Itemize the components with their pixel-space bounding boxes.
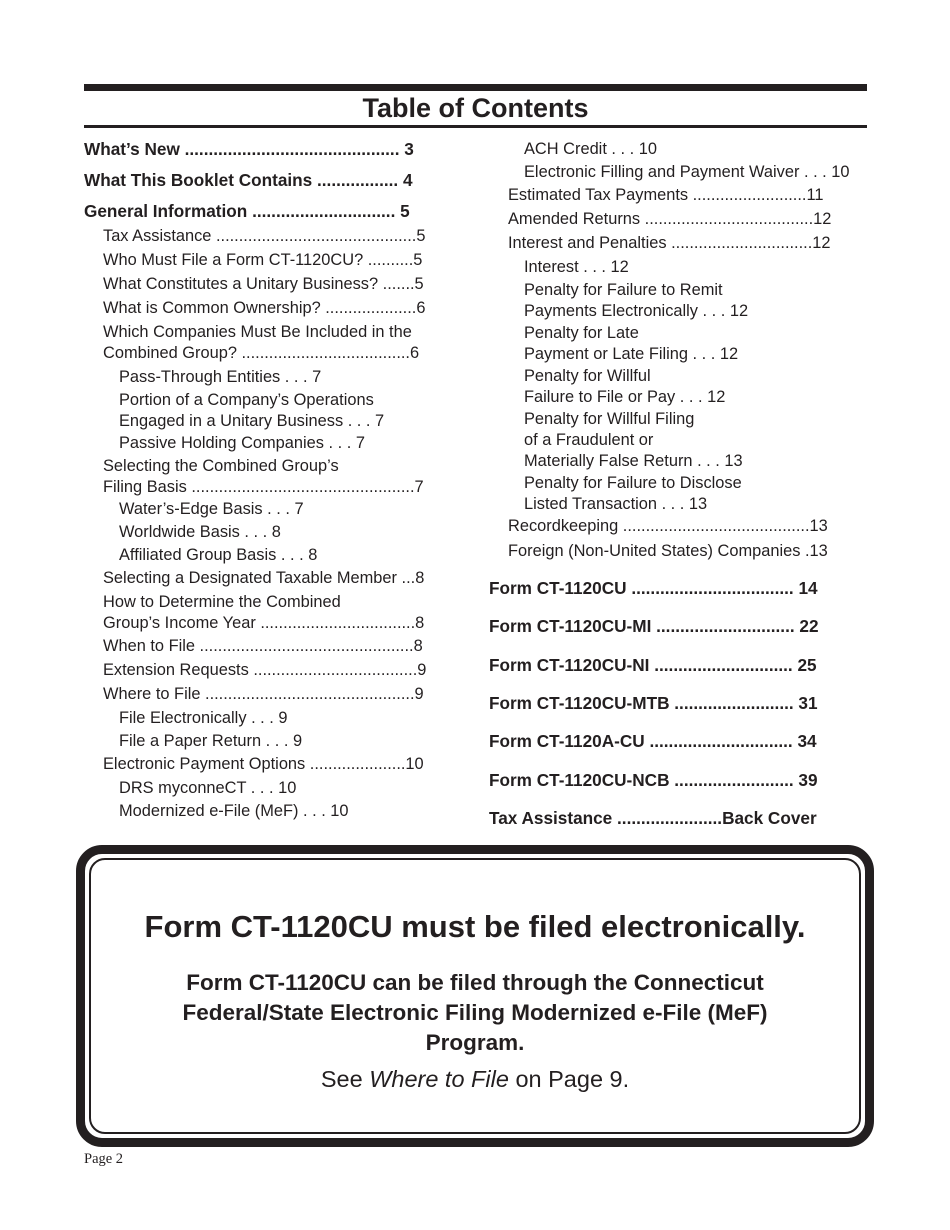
notice-headline: Form CT-1120CU must be filed electronically. xyxy=(144,909,806,944)
toc-entry-mef[interactable]: Modernized e-File (MeF) . . . 10 xyxy=(119,802,349,820)
toc-entry-penalty-disclose[interactable] xyxy=(524,473,742,515)
toc-entry-extension-requests[interactable]: Extension Requests ....................................9 xyxy=(103,661,427,679)
toc-entry-line: Penalty for Willful Filing xyxy=(524,410,695,428)
toc-entry-payment-waiver[interactable]: Electronic Filling and Payment Waiver . . . 10 xyxy=(524,163,850,181)
toc-entry-form-ct-1120cu-mi[interactable]: Form CT-1120CU-MI ............................. 22 xyxy=(489,616,819,636)
toc-entry-portion-operations[interactable] xyxy=(119,390,384,432)
toc-entry-line: Filing Basis .................................................7 xyxy=(103,478,424,496)
toc-entry-line: Payment or Late Filing . . . 12 xyxy=(524,345,739,363)
toc-entry-tax-assistance-back-cover[interactable]: Tax Assistance ......................Back Cover xyxy=(489,808,817,828)
toc-entry-ach-credit[interactable]: ACH Credit . . . 10 xyxy=(524,140,657,158)
toc-entry-line: Group’s Income Year ..................................8 xyxy=(103,614,425,632)
toc-entry-line: Penalty for Late xyxy=(524,324,639,342)
toc-entry-where-to-file[interactable]: Where to File ..............................................9 xyxy=(103,685,424,703)
toc-entry-penalty-late[interactable] xyxy=(524,323,738,365)
toc-entry-line: Listed Transaction . . . 13 xyxy=(524,495,708,513)
toc-entry-penalty-fraudulent[interactable] xyxy=(524,409,743,472)
toc-entry-designated-member[interactable]: Selecting a Designated Taxable Member ...8 xyxy=(103,569,425,587)
toc-entry-amended-returns[interactable]: Amended Returns .....................................12 xyxy=(508,210,832,228)
toc-entry-form-ct-1120cu-ni[interactable]: Form CT-1120CU-NI ............................. 25 xyxy=(489,655,817,675)
toc-entry-line: Combined Group? .....................................6 xyxy=(103,344,420,362)
toc-entry-line: Which Companies Must Be Included in the xyxy=(103,323,412,341)
toc-entry-form-ct-1120a-cu[interactable]: Form CT-1120A-CU .............................. 34 xyxy=(489,731,817,751)
toc-entry-payment-options[interactable]: Electronic Payment Options .....................10 xyxy=(103,755,424,773)
toc-entry-pass-through-entities[interactable]: Pass-Through Entities . . . 7 xyxy=(119,368,322,386)
toc-entry-common-ownership[interactable]: What is Common Ownership? ....................6 xyxy=(103,299,426,317)
notice-box-inner-border xyxy=(89,858,861,1134)
toc-entry-who-must-file[interactable]: Who Must File a Form CT-1120CU? ..........5 xyxy=(103,251,423,269)
toc-entry-line: Penalty for Failure to Remit xyxy=(524,281,723,299)
toc-entry-foreign-companies[interactable]: Foreign (Non-United States) Companies .13 xyxy=(508,542,828,560)
toc-entry-line: Penalty for Willful xyxy=(524,367,651,385)
toc-entry-line: Failure to File or Pay . . . 12 xyxy=(524,388,726,406)
toc-entry-line: Materially False Return . . . 13 xyxy=(524,452,743,470)
notice-see-suffix: on Page 9. xyxy=(508,1066,630,1092)
toc-entry-form-ct-1120cu[interactable]: Form CT-1120CU .................................. 14 xyxy=(489,578,818,598)
toc-entry-line: Engaged in a Unitary Business . . . 7 xyxy=(119,412,385,430)
toc-entry-filing-basis[interactable] xyxy=(103,456,424,498)
notice-see-reference xyxy=(91,1064,859,1094)
toc-entry-whats-new[interactable]: What’s New ............................................. 3 xyxy=(84,139,414,159)
top-rule xyxy=(84,84,867,91)
toc-entry-penalty-willful[interactable] xyxy=(524,366,725,408)
toc-entry-form-ct-1120cu-ncb[interactable]: Form CT-1120CU-NCB ......................... 39 xyxy=(489,770,818,790)
toc-entry-line: Selecting the Combined Group’s xyxy=(103,457,339,475)
toc-entry-penalty-remit[interactable] xyxy=(524,280,748,322)
toc-entry-general-information[interactable]: General Information .............................. 5 xyxy=(84,201,410,221)
toc-entry-line: How to Determine the Combined xyxy=(103,593,341,611)
toc-entry-worldwide[interactable]: Worldwide Basis . . . 8 xyxy=(119,523,281,541)
toc-entry-line: of a Fraudulent or xyxy=(524,431,654,449)
title-underline xyxy=(84,125,867,128)
toc-entry-paper-return[interactable]: File a Paper Return . . . 9 xyxy=(119,732,303,750)
toc-entry-line: Payments Electronically . . . 12 xyxy=(524,302,749,320)
toc-entry-affiliated-group[interactable]: Affiliated Group Basis . . . 8 xyxy=(119,546,318,564)
toc-entry-companies-included[interactable] xyxy=(103,322,419,364)
notice-see-link[interactable]: Where to File xyxy=(369,1066,509,1092)
toc-entry-estimated-tax[interactable]: Estimated Tax Payments .........................11 xyxy=(508,186,824,204)
toc-entry-passive-holding[interactable]: Passive Holding Companies . . . 7 xyxy=(119,434,365,452)
page-title: Table of Contents xyxy=(362,93,589,123)
page-number: Page 2 xyxy=(84,1151,124,1167)
toc-entry-myconnect[interactable]: DRS myconneCT . . . 10 xyxy=(119,779,297,797)
toc-entry-when-to-file[interactable]: When to File ...............................................8 xyxy=(103,637,423,655)
toc-entry-recordkeeping[interactable]: Recordkeeping .........................................13 xyxy=(508,517,828,535)
toc-entry-line: Penalty for Failure to Disclose xyxy=(524,474,742,492)
toc-entry-line: Portion of a Company’s Operations xyxy=(119,391,374,409)
toc-entry-file-electronically[interactable]: File Electronically . . . 9 xyxy=(119,709,288,727)
notice-see-prefix: See xyxy=(320,1066,370,1092)
toc-entry-interest-penalties[interactable]: Interest and Penalties ...............................12 xyxy=(508,234,831,252)
notice-box xyxy=(76,845,874,1147)
toc-entry-interest[interactable]: Interest . . . 12 xyxy=(524,258,629,276)
toc-entry-unitary-business[interactable]: What Constitutes a Unitary Business? .......5 xyxy=(103,275,424,293)
toc-entry-what-this-booklet-contains[interactable]: What This Booklet Contains ................. 4 xyxy=(84,170,413,190)
toc-entry-tax-assistance[interactable]: Tax Assistance ............................................5 xyxy=(103,227,426,245)
toc-entry-waters-edge[interactable]: Water’s-Edge Basis . . . 7 xyxy=(119,500,304,518)
toc-entry-form-ct-1120cu-mtb[interactable]: Form CT-1120CU-MTB ......................... 31 xyxy=(489,693,818,713)
toc-entry-income-year[interactable] xyxy=(103,592,424,634)
notice-body: Form CT-1120CU can be filed through the Connecticut Federal/State Electronic Filing Modernized e-File (MeF) Program. xyxy=(182,970,768,1055)
